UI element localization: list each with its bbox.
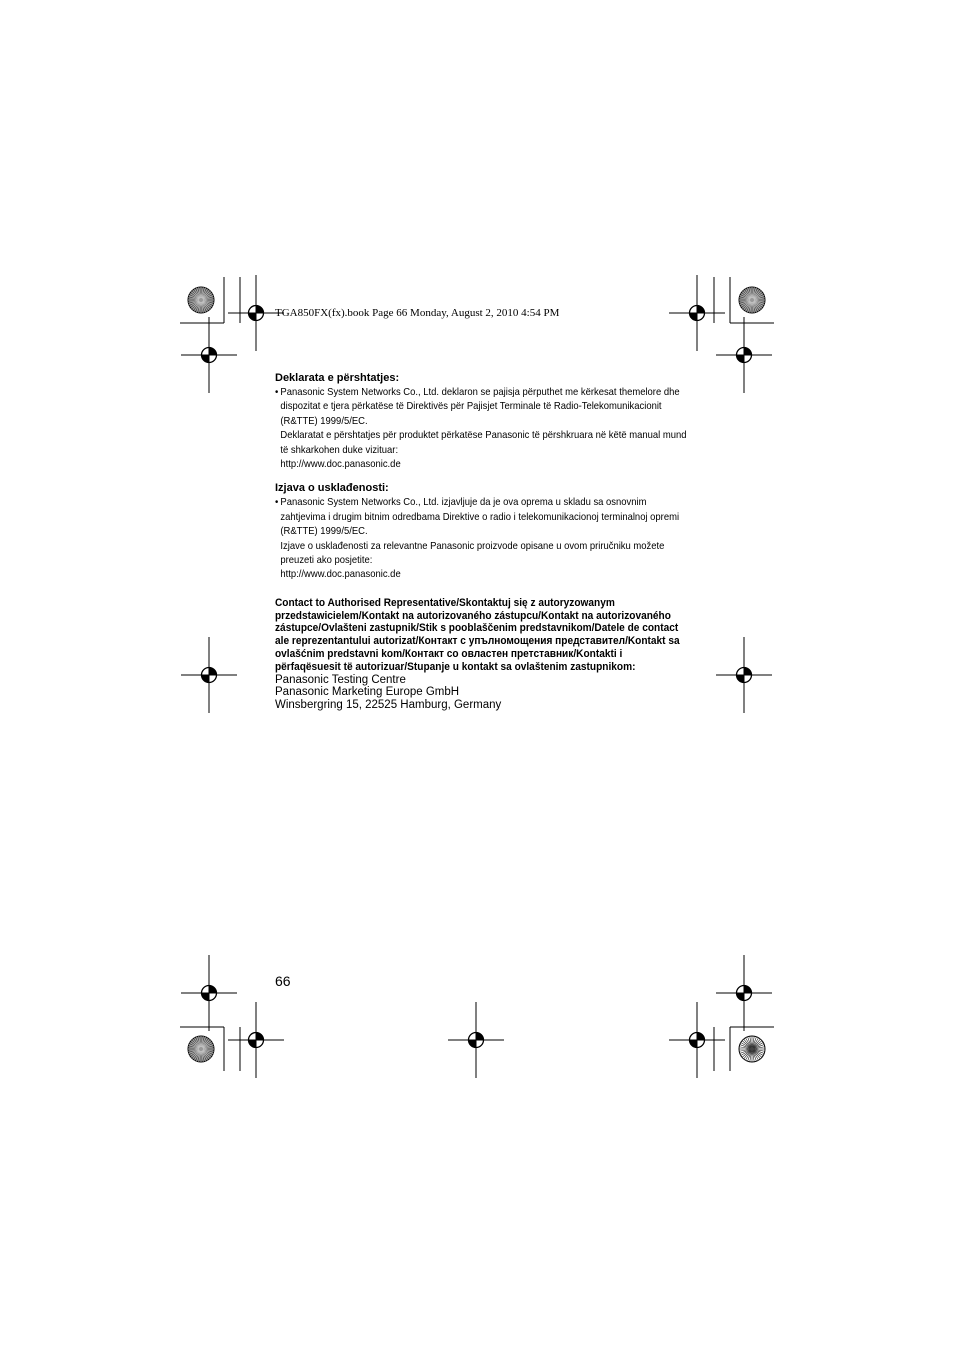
section-title: Izjava o usklađenosti: [275, 482, 389, 495]
registration-crosshair-icon [181, 637, 237, 713]
registration-crosshair-icon [669, 275, 725, 351]
registration-crosshair-icon [228, 1002, 284, 1078]
address-line: Panasonic Testing Centre [275, 673, 406, 686]
declaration-text: Panasonic System Networks Co., Ltd. izjavljuje da je ova oprema u skladu sa osnovnim zahtjevima i drugim bitnim odredbama Direktive o radio i telekomunikacionoj terminalnoj opremi (R&TTE) 1999/5/EC. [280, 496, 680, 538]
bullet-paragraph [275, 495, 690, 581]
book-file-header: TGA850FX(fx).book Page 66 Monday, August 2, 2010 4:54 PM [275, 307, 560, 319]
declaration-bosnian [275, 481, 685, 581]
color-starburst-icon [739, 287, 765, 313]
declaration-text: Panasonic System Networks Co., Ltd. deklaron se pajisja përputhet me kërkesat themelore dhe dispozitat e tjera përkatëse të Direktivës për Pajisjet Terminale të Radio-Telekomunikacionit (R&TTE) 1999/5/EC. [280, 386, 680, 427]
declaration-albanian [275, 371, 685, 471]
address-line: Panasonic Marketing Europe GmbH [275, 686, 460, 699]
download-text: Deklaratat e përshtatjes për produktet përkatëse Panasonic të përshkruara në këtë manual mund të shkarkohen duke vizituar: [280, 429, 687, 456]
bullet-glyph: • [275, 386, 279, 398]
registration-crosshair-icon [669, 1002, 725, 1078]
section-title: Deklarata e përshtatjes: [275, 372, 400, 384]
registration-crosshair-icon [181, 317, 237, 393]
page-number: 66 [275, 973, 291, 989]
bullet-paragraph [275, 385, 690, 471]
doc-url: http://www.doc.panasonic.de [280, 458, 401, 471]
color-starburst-icon [188, 287, 214, 313]
registration-crosshair-icon [716, 317, 772, 393]
bullet-glyph: • [275, 496, 279, 509]
doc-url: http://www.doc.panasonic.de [280, 568, 401, 581]
address-line: Winsbergring 15, 22525 Hamburg, Germany [275, 699, 502, 712]
registration-crosshair-icon [716, 637, 772, 713]
document-body [275, 371, 685, 712]
registration-crosshair-icon [181, 955, 237, 1031]
registration-crosshair-icon [716, 955, 772, 1031]
color-starburst-icon [188, 1036, 214, 1062]
download-text: Izjave o usklađenosti za relevantne Panasonic proizvode opisane u ovom priručniku možete preuzeti ako posjetite: [280, 539, 665, 567]
registration-crosshair-icon [448, 1002, 504, 1078]
contact-section [275, 597, 685, 712]
color-starburst-icon [739, 1036, 765, 1062]
contact-title: Contact to Authorised Representative/Skontaktuj się z autoryzowanym przedstawicielem/Kontakt na autorizovaného zástupcu/Kontakt na autorizovaného zástupce/Ovlašteni zastupnik/Stik s pooblaščenim predstavnikom/Datele de contact ale reprezentantului autorizat/Контакт с упълномощения представител/Kontakt sa ovlašćnim predstavni kom/Контакт со овластен претставник/Kontakti i përfaqësuesit të autorizuar/Stupanje u kontakt sa ovlaštenim zastupnikom: [275, 596, 680, 673]
